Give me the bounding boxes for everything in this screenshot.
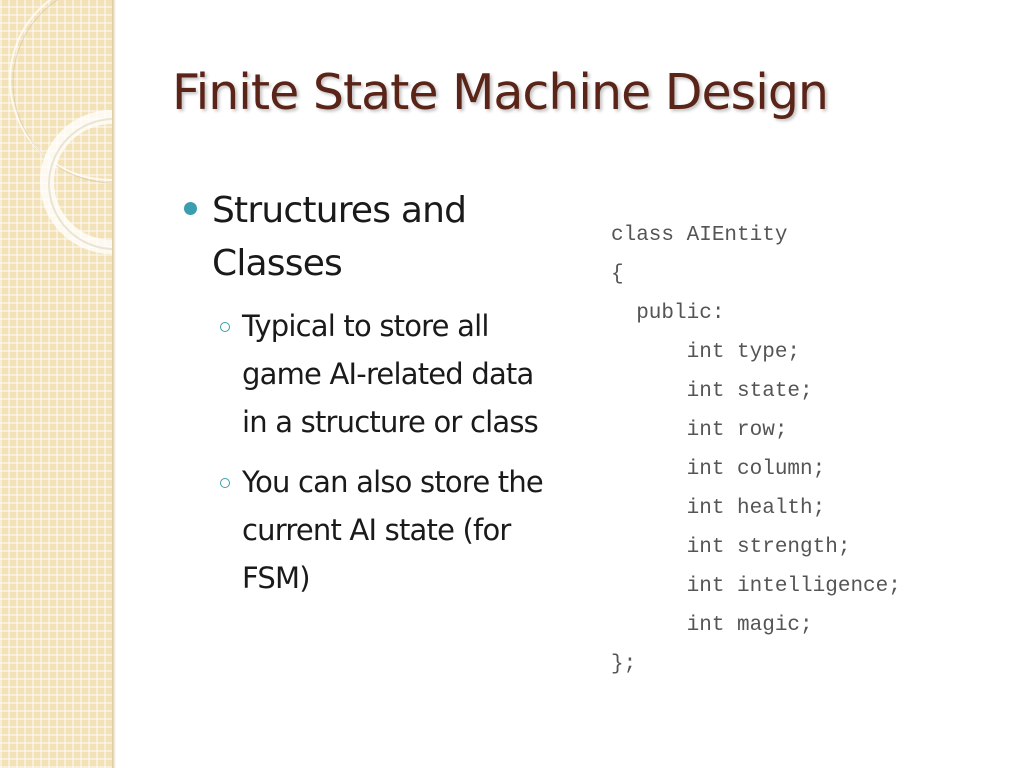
code-line: int strength; [611, 536, 851, 559]
side-band-edge [112, 0, 116, 768]
slide-title: Finite State Machine Design [172, 64, 828, 121]
code-line: int magic; [611, 614, 813, 637]
bullet-dot-icon [184, 202, 197, 215]
code-line: { [611, 263, 624, 286]
decorative-side-band [0, 0, 112, 768]
sub-bullet-text: Typical to store all game AI-related data in a structure or class [242, 309, 538, 439]
sub-bullet-item [214, 302, 564, 446]
code-line: class AIEntity [611, 224, 788, 247]
code-line: int health; [611, 497, 826, 520]
code-line: int row; [611, 419, 788, 442]
bullet-text: Structures and Classes [212, 190, 467, 284]
bullet-ring-icon [220, 478, 230, 488]
bullet-item [184, 184, 564, 290]
code-line: int state; [611, 380, 813, 403]
code-line: int intelligence; [611, 575, 901, 598]
bullet-ring-icon [220, 322, 230, 332]
code-block [611, 216, 901, 684]
code-line: public: [611, 302, 725, 325]
code-line: int column; [611, 458, 826, 481]
decorative-circles [0, 0, 112, 260]
code-line: int type; [611, 341, 801, 364]
sub-bullet-text: You can also store the current AI state (for FSM) [242, 465, 543, 595]
sub-bullet-item [214, 458, 564, 602]
code-line: }; [611, 653, 637, 676]
bullet-list [184, 184, 564, 602]
